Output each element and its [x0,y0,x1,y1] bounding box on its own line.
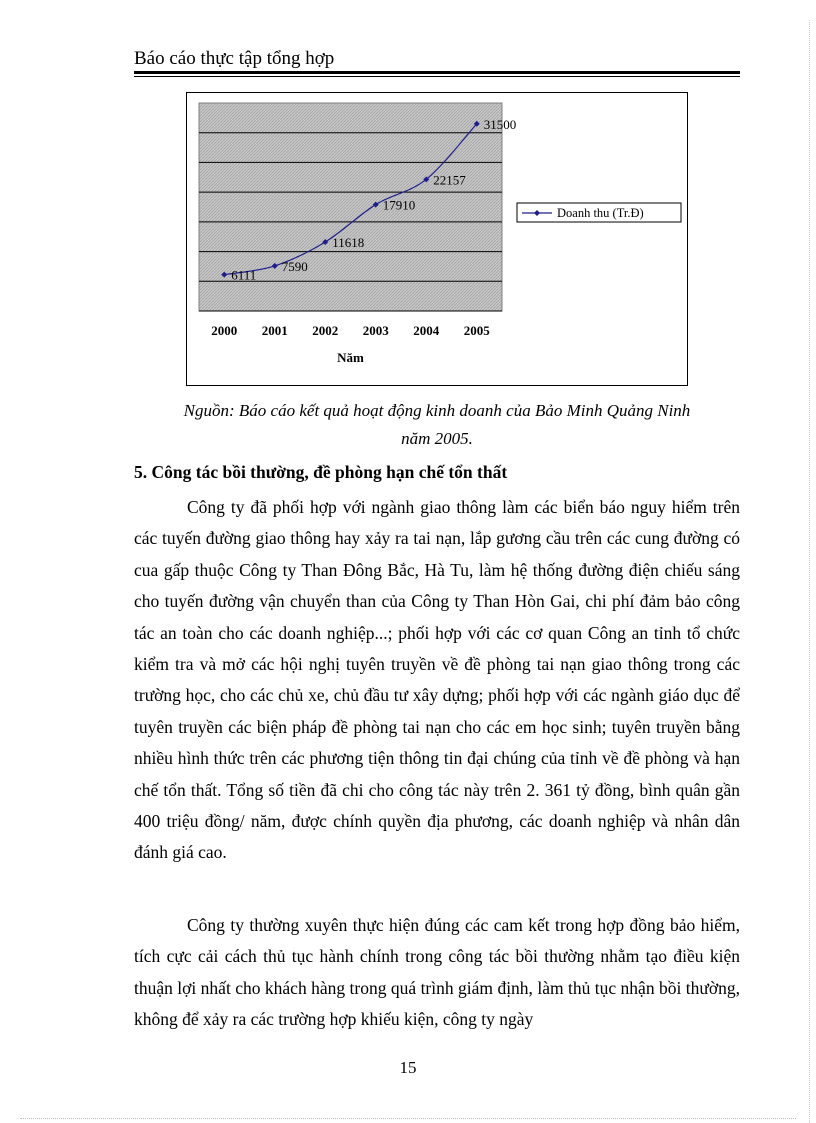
page-right-dotted-border [809,20,810,1123]
revenue-line-chart [187,93,687,385]
paragraph-2: Công ty thường xuyên thực hiện đúng các cam kết trong hợp đồng bảo hiểm, tích cực cải cách thủ tục hành chính trong công tác bồi thường nhằm tạo điều kiện thuận lợi nhất cho khách hàng trong quá trình giám định, làm thủ tục nhận bồi thường, không để xảy ra các trường hợp khiếu kiện, công ty ngày [134,915,740,1030]
header-rule-thick [134,71,740,74]
data-label: 6111 [231,267,257,283]
x-tick-label: 2005 [463,323,490,338]
revenue-chart-frame [186,92,688,386]
page-bottom-dotted-border [20,1118,796,1119]
data-label: 7590 [281,258,308,274]
section-heading: 5. Công tác bồi thường, đề phòng hạn chế tổn thất [134,462,508,482]
caption-line-1: Nguồn: Báo cáo kết quả hoạt động kinh doanh của Bảo Minh Quảng Ninh [183,401,691,420]
data-label: 17910 [382,197,416,213]
caption-line-2: năm 2005. [401,429,473,448]
x-tick-label: 2003 [362,323,389,338]
page-number: 15 [399,1058,417,1077]
data-label: 31500 [483,116,517,132]
chart-source-caption [134,397,740,453]
legend-label: Doanh thu (Tr.Đ) [557,206,644,220]
x-tick-label: 2002 [312,323,339,338]
data-label: 22157 [433,172,466,188]
data-label: 11618 [332,234,365,250]
x-axis-title: Năm [337,350,364,365]
x-tick-label: 2000 [211,323,238,338]
x-tick-label: 2004 [413,323,440,338]
header-rule-thin [134,76,740,77]
page-header-title: Báo cáo thực tập tổng hợp [134,48,335,69]
paragraph-1: Công ty đã phối hợp với ngành giao thông làm các biển báo nguy hiểm trên các tuyến đường giao thông hay xảy ra tai nạn, lắp gương cầu trên các cung đường có cua gấp thuộc Công ty Than Đông Bắc, Hà Tu, làm hệ thống đường điện chiếu sáng cho tuyến đường vận chuyển than của Công ty Than Hòn Gai, chi phí đảm bảo công tác an toàn cho các doanh nghiệp...; phối hợp với các cơ quan Công an tỉnh tổ chức kiểm tra và mở các hội nghị tuyên truyền về đề phòng tai nạn giao thông trong các trường học, cho các chủ xe, chủ đầu tư xây dựng; phối hợp với các ngành giáo dục để tuyên truyền các biện pháp đề phòng tai nạn cho các em học sinh; tuyên truyền bằng nhiều hình thức trên các phương tiện thông tin đại chúng của tỉnh về đề phòng và hạn chế tổn thất. Tổng số tiền đã chi cho công tác này trên 2. 361 tỷ đồng, bình quân gần 400 triệu đồng/ năm, được chính quyền địa phương, các doanh nghiệp và nhân dân đánh giá cao. [134,497,740,863]
x-tick-label: 2001 [261,323,288,338]
